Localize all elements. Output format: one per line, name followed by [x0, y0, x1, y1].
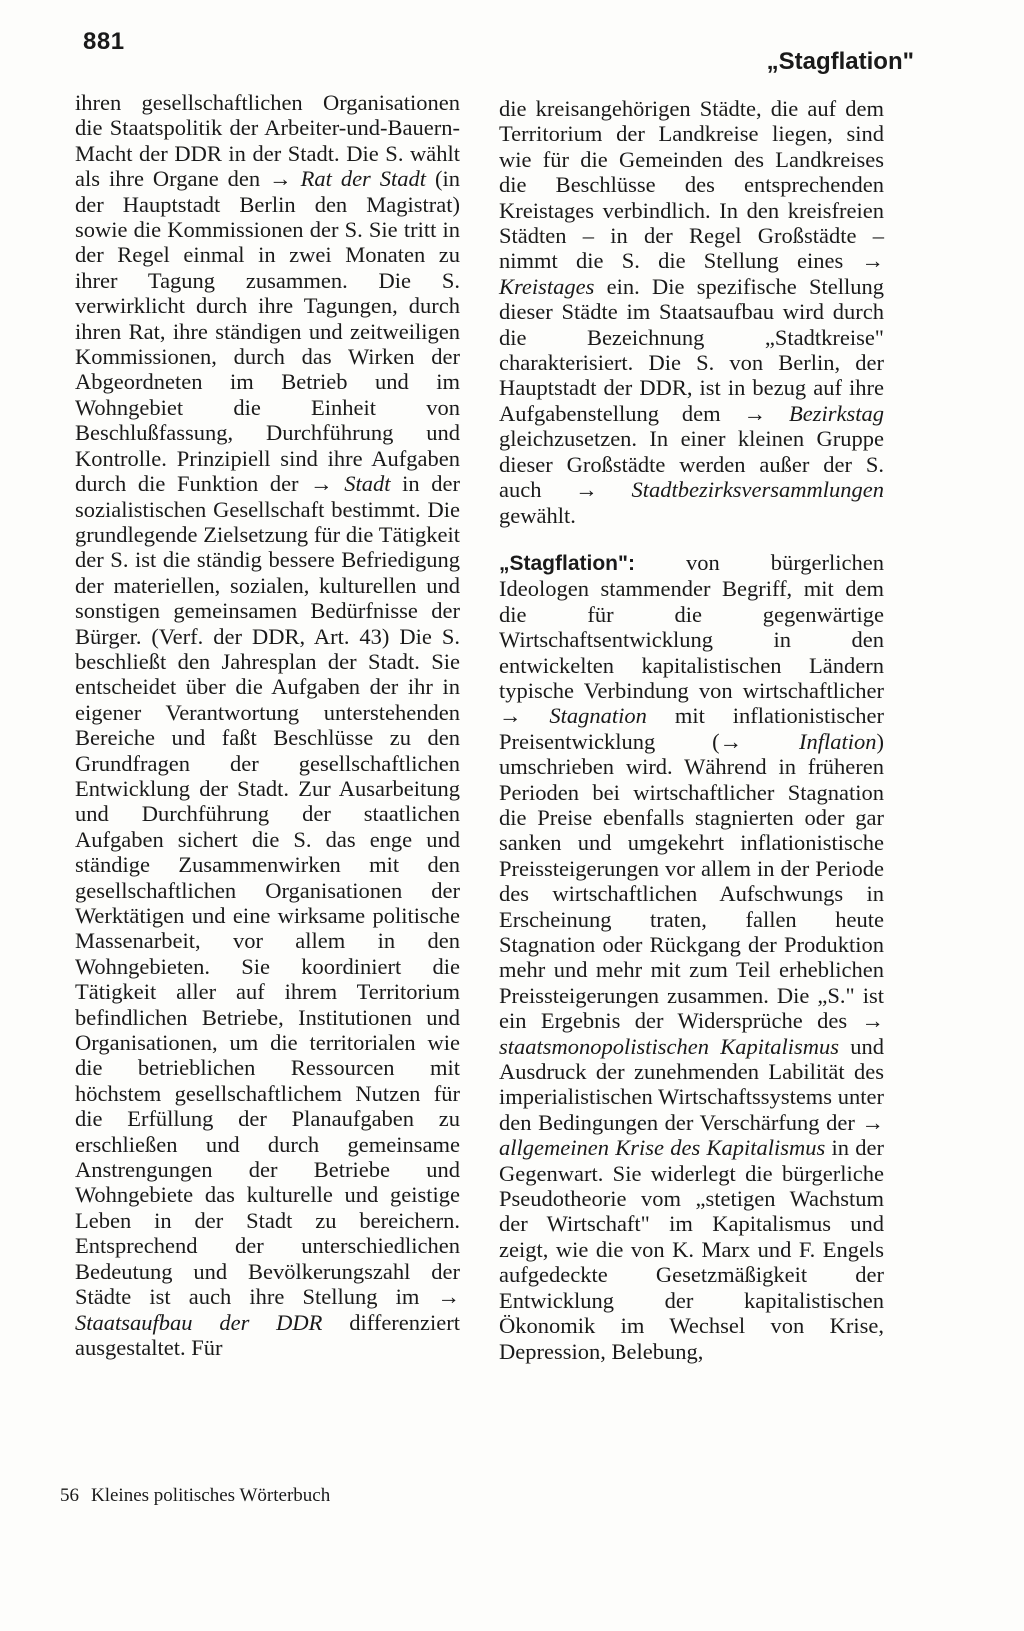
text-run: ) umschrieben wird. Während in früheren Perioden bei wirtschaftlicher Stagnation die Preise ebenfalls stagnierten oder gar sanken und umgekehrt inflationistische Preissteigerungen vor allem in der Periode des wirtschaftlichen Aufschwungs in Erscheinung traten, fallen heute Stagnation oder Rückgang der Produktion mehr und mehr mit zum Teil erheblichen Preissteigerungen zusammen. Die „S." ist ein Ergebnis der Widersprüche des [499, 728, 884, 1034]
running-head: „Stagflation" [766, 48, 914, 75]
right-paragraph-continuation [499, 96, 884, 528]
left-column [75, 90, 460, 1360]
text-run: differenziert ausgestaltet. Für [75, 1309, 460, 1360]
cross-reference-inflation[interactable]: → Inflation [719, 728, 877, 754]
footer-page-number: 56 [60, 1485, 79, 1506]
text-run: in der Gegenwart. Sie widerlegt die bürgerliche Pseudotheorie vom „stetigen Wachstum der Wirtschaft" im Kapitalismus und zeigt, wie die von K. Marx und F. Engels aufgedeckte Gesetzmäßigkeit der Entwicklung der kapitalistischen Ökonomik im Wechsel von Krise, Depression, Belebung, [499, 1135, 884, 1364]
text-run: und Ausdruck der zunehmenden Labilität des imperialistischen Wirtschaftssystems unter den Bedingungen der Verschärfung der [499, 1033, 884, 1135]
cross-reference-allgemeine-krise[interactable]: → allgemeinen Krise des Kapitalismus [499, 1109, 884, 1161]
text-run: (in der Hauptstadt Berlin den Magistrat) sowie die Kommissionen der S. Sie tritt in der Regel einmal in zwei Monaten zu ihrer Tagung zusammen. Die S. verwirklicht durch ihre Tagungen, durch ihren Rat, ihre ständigen und zeitweiligen Kommissionen, durch das Wirken der Abgeordneten im Betrieb und im Wohngebiet die Einheit von Beschlußfassung, Durchführung und Kontrolle. Prinzipiell sind ihre Aufgaben durch die Funktion der [75, 166, 460, 497]
cross-reference-rat-der-stadt[interactable]: → Rat der Stadt [269, 166, 427, 192]
right-column [499, 96, 884, 1364]
cross-reference-stadt[interactable]: → Stadt [310, 471, 391, 497]
cross-reference-kreistages[interactable]: → Kreistages [499, 248, 884, 299]
text-run: in der sozialistischen Gesellschaft bestimmt. Die grundlegende Zielsetzung für die Tätigkeit der S. ist die ständig bessere Befriedigung der materiellen, sozialen, kulturellen und sonstigen gemeinsamen Bedürfnisse der Bürger. (Verf. der DDR, Art. 43) Die S. beschließt den Jahresplan der Stadt. Sie entscheidet über die Aufgaben der ihr in eigener Verantwortung unterstehenden Bereiche und faßt Beschlüsse zu den Grundfragen der gesellschaftlichen Entwicklung der Stadt. Zur Ausarbeitung und Durchführung der staatlichen Aufgaben sichert die S. das enge und ständige Zusammenwirken mit den gesellschaftlichen Organisationen der Werktätigen und eine wirksame politische Massenarbeit, vor allem in den Wohngebieten. Sie koordiniert die Tätigkeit aller auf ihrem Territorium befindlichen Betriebe, Institutionen und Organisationen, um die territorialen wie die betrieblichen Ressourcen mit höchstem gesellschaftlichem Nutzen für die Erfüllung der Planaufgaben zu erschließen und durch gemeinsame Anstrengungen der Betriebe und Wohngebiete das kulturelle und geistige Leben in der Stadt zu bereichern. Entsprechend der unterschiedlichen Bedeutung und Bevölkerungszahl der Städte ist auch ihre Stellung im [75, 471, 461, 1310]
page-number: 881 [83, 28, 125, 55]
text-run: von bürgerlichen Ideologen stammender Begriff, mit dem die für die gegenwärtige Wirtschaftsentwicklung in den entwickelten kapitalistischen Ländern typische Verbindung von wirtschaftlicher [499, 549, 884, 703]
text-run: ihren gesellschaftlichen Organisationen die Staatspolitik der Arbeiter-und-Bauern-Macht der DDR in der Stadt. Die S. wählt als ihre Organe den [75, 90, 460, 192]
entry-stagflation [499, 550, 884, 1364]
text-run: gewählt. [499, 502, 576, 528]
cross-reference-staatsaufbau[interactable]: → Staatsaufbau der DDR [75, 1284, 460, 1335]
text-run: gleichzusetzen. In einer kleinen Gruppe dieser Großstädte werden außer der S. auch [499, 426, 884, 503]
cross-reference-stadtbezirksversammlungen[interactable]: → Stadtbezirksversammlungen [575, 477, 884, 503]
text-run: die kreisangehörigen Städte, die auf dem Territorium der Landkreise liegen, sind wie für die Gemeinden des Landkreises die Beschlüsse des entsprechenden Kreistages verbindlich. In den kreisfreien Städten – in der Regel Großstädte – nimmt die S. die Stellung eines [499, 96, 884, 274]
text-run: ein. Die spezifische Stellung dieser Städte im Staatsaufbau wird durch die Bezeichnung „Stadtkreise" charakterisiert. Die S. von Berlin, der Hauptstadt der DDR, ist in bezug auf ihre Aufgabenstellung dem [499, 273, 884, 426]
cross-reference-stamokap[interactable]: → staatsmonopolistischen Kapitalismus [499, 1008, 884, 1059]
cross-reference-bezirkstag[interactable]: → Bezirkstag [743, 400, 884, 426]
entry-headword: „Stagflation": [499, 551, 635, 575]
footer-book-title: Kleines politisches Wörterbuch [91, 1485, 331, 1506]
left-paragraph [75, 90, 460, 1360]
text-run: mit inflationistischer Preisentwicklung ( [499, 703, 884, 754]
cross-reference-stagnation[interactable]: → Stagnation [499, 703, 647, 729]
page-footer [60, 1485, 330, 1507]
